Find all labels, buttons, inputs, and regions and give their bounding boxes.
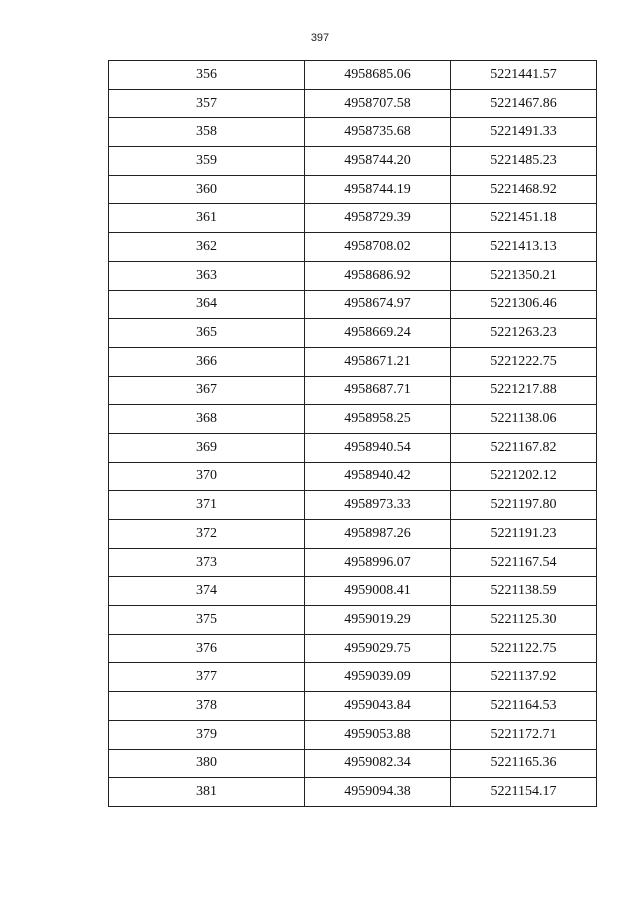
x-coordinate-cell: 4958674.97 bbox=[305, 290, 451, 319]
x-coordinate-cell: 4958707.58 bbox=[305, 89, 451, 118]
point-number-cell: 367 bbox=[109, 376, 305, 405]
x-coordinate-cell: 4958669.24 bbox=[305, 319, 451, 348]
point-number-cell: 356 bbox=[109, 61, 305, 90]
table-row bbox=[109, 233, 597, 262]
point-number-cell: 358 bbox=[109, 118, 305, 147]
x-coordinate-cell: 4959029.75 bbox=[305, 634, 451, 663]
table-row bbox=[109, 147, 597, 176]
table-row bbox=[109, 749, 597, 778]
point-number-cell: 362 bbox=[109, 233, 305, 262]
y-coordinate-cell: 5221468.92 bbox=[451, 175, 597, 204]
table-row bbox=[109, 462, 597, 491]
point-number-cell: 374 bbox=[109, 577, 305, 606]
point-number-cell: 379 bbox=[109, 720, 305, 749]
y-coordinate-cell: 5221165.36 bbox=[451, 749, 597, 778]
point-number-cell: 373 bbox=[109, 548, 305, 577]
x-coordinate-cell: 4959039.09 bbox=[305, 663, 451, 692]
x-coordinate-cell: 4958686.92 bbox=[305, 261, 451, 290]
point-number-cell: 372 bbox=[109, 520, 305, 549]
y-coordinate-cell: 5221202.12 bbox=[451, 462, 597, 491]
table-row bbox=[109, 175, 597, 204]
point-number-cell: 361 bbox=[109, 204, 305, 233]
y-coordinate-cell: 5221154.17 bbox=[451, 778, 597, 807]
point-number-cell: 378 bbox=[109, 692, 305, 721]
point-number-cell: 366 bbox=[109, 347, 305, 376]
y-coordinate-cell: 5221306.46 bbox=[451, 290, 597, 319]
x-coordinate-cell: 4958940.42 bbox=[305, 462, 451, 491]
table-row bbox=[109, 118, 597, 147]
x-coordinate-cell: 4959019.29 bbox=[305, 606, 451, 635]
y-coordinate-cell: 5221197.80 bbox=[451, 491, 597, 520]
x-coordinate-cell: 4959043.84 bbox=[305, 692, 451, 721]
y-coordinate-cell: 5221137.92 bbox=[451, 663, 597, 692]
point-number-cell: 359 bbox=[109, 147, 305, 176]
x-coordinate-cell: 4958671.21 bbox=[305, 347, 451, 376]
table-row bbox=[109, 319, 597, 348]
x-coordinate-cell: 4959082.34 bbox=[305, 749, 451, 778]
table-row bbox=[109, 577, 597, 606]
point-number-cell: 371 bbox=[109, 491, 305, 520]
point-number-cell: 381 bbox=[109, 778, 305, 807]
point-number-cell: 360 bbox=[109, 175, 305, 204]
table-row bbox=[109, 491, 597, 520]
x-coordinate-cell: 4959094.38 bbox=[305, 778, 451, 807]
y-coordinate-cell: 5221122.75 bbox=[451, 634, 597, 663]
y-coordinate-cell: 5221138.59 bbox=[451, 577, 597, 606]
y-coordinate-cell: 5221172.71 bbox=[451, 720, 597, 749]
point-number-cell: 365 bbox=[109, 319, 305, 348]
y-coordinate-cell: 5221191.23 bbox=[451, 520, 597, 549]
point-number-cell: 368 bbox=[109, 405, 305, 434]
x-coordinate-cell: 4958708.02 bbox=[305, 233, 451, 262]
table-row bbox=[109, 548, 597, 577]
y-coordinate-cell: 5221485.23 bbox=[451, 147, 597, 176]
x-coordinate-cell: 4958685.06 bbox=[305, 61, 451, 90]
x-coordinate-cell: 4958958.25 bbox=[305, 405, 451, 434]
table-row bbox=[109, 204, 597, 233]
y-coordinate-cell: 5221222.75 bbox=[451, 347, 597, 376]
point-number-cell: 357 bbox=[109, 89, 305, 118]
y-coordinate-cell: 5221413.13 bbox=[451, 233, 597, 262]
coordinate-table-body bbox=[109, 61, 597, 807]
table-row bbox=[109, 433, 597, 462]
x-coordinate-cell: 4958687.71 bbox=[305, 376, 451, 405]
y-coordinate-cell: 5221441.57 bbox=[451, 61, 597, 90]
point-number-cell: 380 bbox=[109, 749, 305, 778]
table-row bbox=[109, 692, 597, 721]
table-row bbox=[109, 89, 597, 118]
table-row bbox=[109, 606, 597, 635]
table-row bbox=[109, 347, 597, 376]
table-row bbox=[109, 520, 597, 549]
x-coordinate-cell: 4958940.54 bbox=[305, 433, 451, 462]
y-coordinate-cell: 5221164.53 bbox=[451, 692, 597, 721]
y-coordinate-cell: 5221467.86 bbox=[451, 89, 597, 118]
y-coordinate-cell: 5221451.18 bbox=[451, 204, 597, 233]
x-coordinate-cell: 4958729.39 bbox=[305, 204, 451, 233]
table-row bbox=[109, 261, 597, 290]
table-row bbox=[109, 290, 597, 319]
y-coordinate-cell: 5221167.54 bbox=[451, 548, 597, 577]
y-coordinate-cell: 5221138.06 bbox=[451, 405, 597, 434]
coordinate-table bbox=[108, 60, 597, 807]
x-coordinate-cell: 4958987.26 bbox=[305, 520, 451, 549]
y-coordinate-cell: 5221217.88 bbox=[451, 376, 597, 405]
table-row bbox=[109, 405, 597, 434]
table-row bbox=[109, 663, 597, 692]
x-coordinate-cell: 4958973.33 bbox=[305, 491, 451, 520]
point-number-cell: 363 bbox=[109, 261, 305, 290]
point-number-cell: 376 bbox=[109, 634, 305, 663]
point-number-cell: 369 bbox=[109, 433, 305, 462]
point-number-cell: 364 bbox=[109, 290, 305, 319]
point-number-cell: 377 bbox=[109, 663, 305, 692]
table-row bbox=[109, 61, 597, 90]
y-coordinate-cell: 5221263.23 bbox=[451, 319, 597, 348]
point-number-cell: 370 bbox=[109, 462, 305, 491]
x-coordinate-cell: 4958735.68 bbox=[305, 118, 451, 147]
x-coordinate-cell: 4959053.88 bbox=[305, 720, 451, 749]
table-row bbox=[109, 634, 597, 663]
page-number: 397 bbox=[310, 32, 330, 44]
x-coordinate-cell: 4959008.41 bbox=[305, 577, 451, 606]
table-row bbox=[109, 720, 597, 749]
point-number-cell: 375 bbox=[109, 606, 305, 635]
x-coordinate-cell: 4958744.19 bbox=[305, 175, 451, 204]
x-coordinate-cell: 4958996.07 bbox=[305, 548, 451, 577]
table-row bbox=[109, 376, 597, 405]
table-row bbox=[109, 778, 597, 807]
y-coordinate-cell: 5221125.30 bbox=[451, 606, 597, 635]
x-coordinate-cell: 4958744.20 bbox=[305, 147, 451, 176]
y-coordinate-cell: 5221350.21 bbox=[451, 261, 597, 290]
y-coordinate-cell: 5221167.82 bbox=[451, 433, 597, 462]
y-coordinate-cell: 5221491.33 bbox=[451, 118, 597, 147]
